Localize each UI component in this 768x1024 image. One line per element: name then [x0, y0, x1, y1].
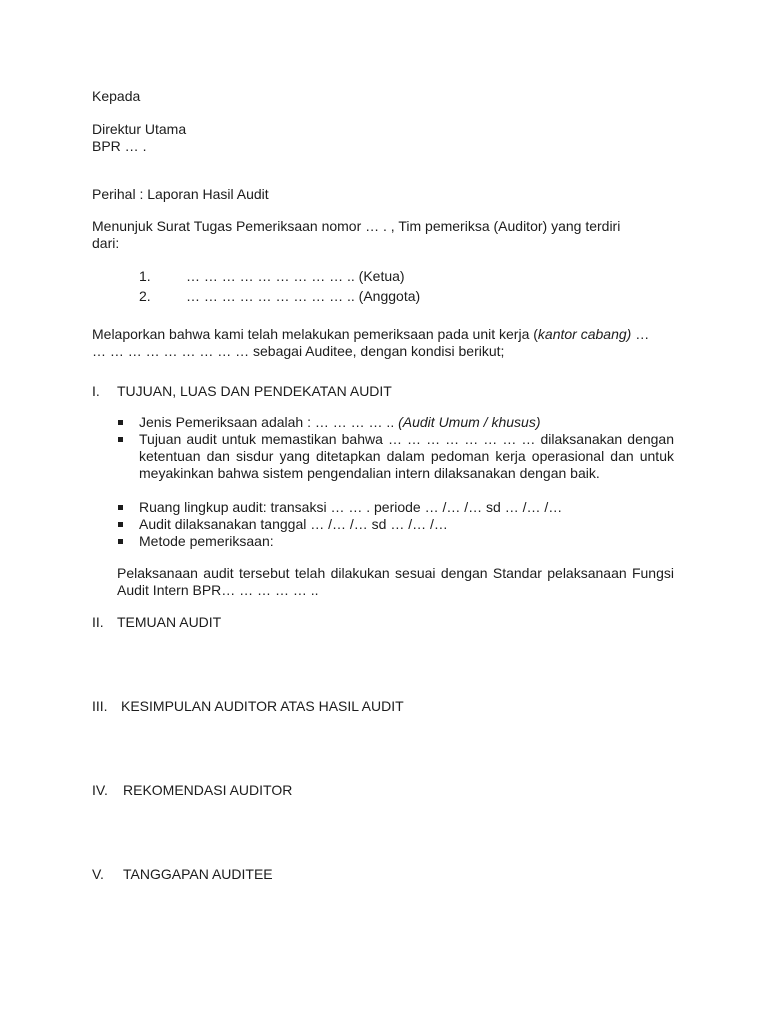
- report-unit-italic: kantor cabang): [537, 326, 632, 342]
- report-text-end: … … … … … … … … … … sebagai Auditee, dengan kondisi berikut;: [92, 326, 650, 359]
- member-number: 1.: [139, 268, 151, 284]
- subject-line: Perihal : Laporan Hasil Audit: [92, 186, 269, 202]
- bullet-icon: [118, 522, 123, 527]
- bullet-icon: [118, 539, 123, 544]
- section-title-tujuan: TUJUAN, LUAS DAN PENDEKATAN AUDIT: [117, 383, 392, 399]
- report-text-start: Melaporkan bahwa kami telah melakukan pemeriksaan pada unit kerja (: [92, 326, 538, 342]
- recipient-title: Direktur Utama: [92, 121, 187, 137]
- section-number: IV.: [92, 782, 108, 798]
- section-number: I.: [92, 383, 100, 399]
- intro-paragraph: Menunjuk Surat Tugas Pemeriksaan nomor … . , Tim pemeriksa (Auditor) yang terdiri dari:: [92, 218, 621, 251]
- member-ketua: … … … … … … … … … .. (Ketua): [186, 268, 405, 284]
- bullet-tujuan-audit: Tujuan audit untuk memastikan bahwa … … … … … … … … dilaksanakan dengan ketentuan dan sisdur yang ditetapkan dalam pedoman kerja operasional dan untuk meyakinkan bahwa sistem pengendalian intern dilaksanakan dengan baik.: [139, 431, 674, 481]
- bullet-text: Jenis Pemeriksaan adalah : … … … … ..: [139, 414, 399, 430]
- bullet-icon: [118, 420, 123, 425]
- section-title-kesimpulan: KESIMPULAN AUDITOR ATAS HASIL AUDIT: [121, 698, 404, 714]
- recipient-bank: BPR … .: [92, 138, 147, 154]
- bullet-metode: Metode pemeriksaan:: [139, 533, 274, 549]
- bullet-tanggal-audit: Audit dilaksanakan tanggal … /… /… sd … /… /…: [139, 516, 448, 532]
- section-title-rekomendasi: REKOMENDASI AUDITOR: [123, 782, 293, 798]
- section-title-tanggapan: TANGGAPAN AUDITEE: [123, 866, 273, 882]
- member-anggota: … … … … … … … … … .. (Anggota): [186, 288, 421, 304]
- salutation: Kepada: [92, 88, 141, 104]
- section-number: III.: [92, 698, 108, 714]
- section-title-temuan: TEMUAN AUDIT: [117, 614, 222, 630]
- bullet-jenis-pemeriksaan: [139, 414, 674, 431]
- bullet-icon: [118, 437, 123, 442]
- section-number: V.: [92, 866, 104, 882]
- section-number: II.: [92, 614, 104, 630]
- audit-type-italic: (Audit Umum / khusus): [398, 414, 541, 430]
- bullet-icon: [118, 505, 123, 510]
- report-paragraph: [92, 326, 652, 360]
- member-number: 2.: [139, 288, 151, 304]
- bullet-ruang-lingkup: Ruang lingkup audit: transaksi … … . periode … /… /… sd … /… /…: [139, 499, 563, 515]
- closing-paragraph: Pelaksanaan audit tersebut telah dilakukan sesuai dengan Standar pelaksanaan Fungsi Audit Intern BPR… … … … … ..: [117, 565, 674, 598]
